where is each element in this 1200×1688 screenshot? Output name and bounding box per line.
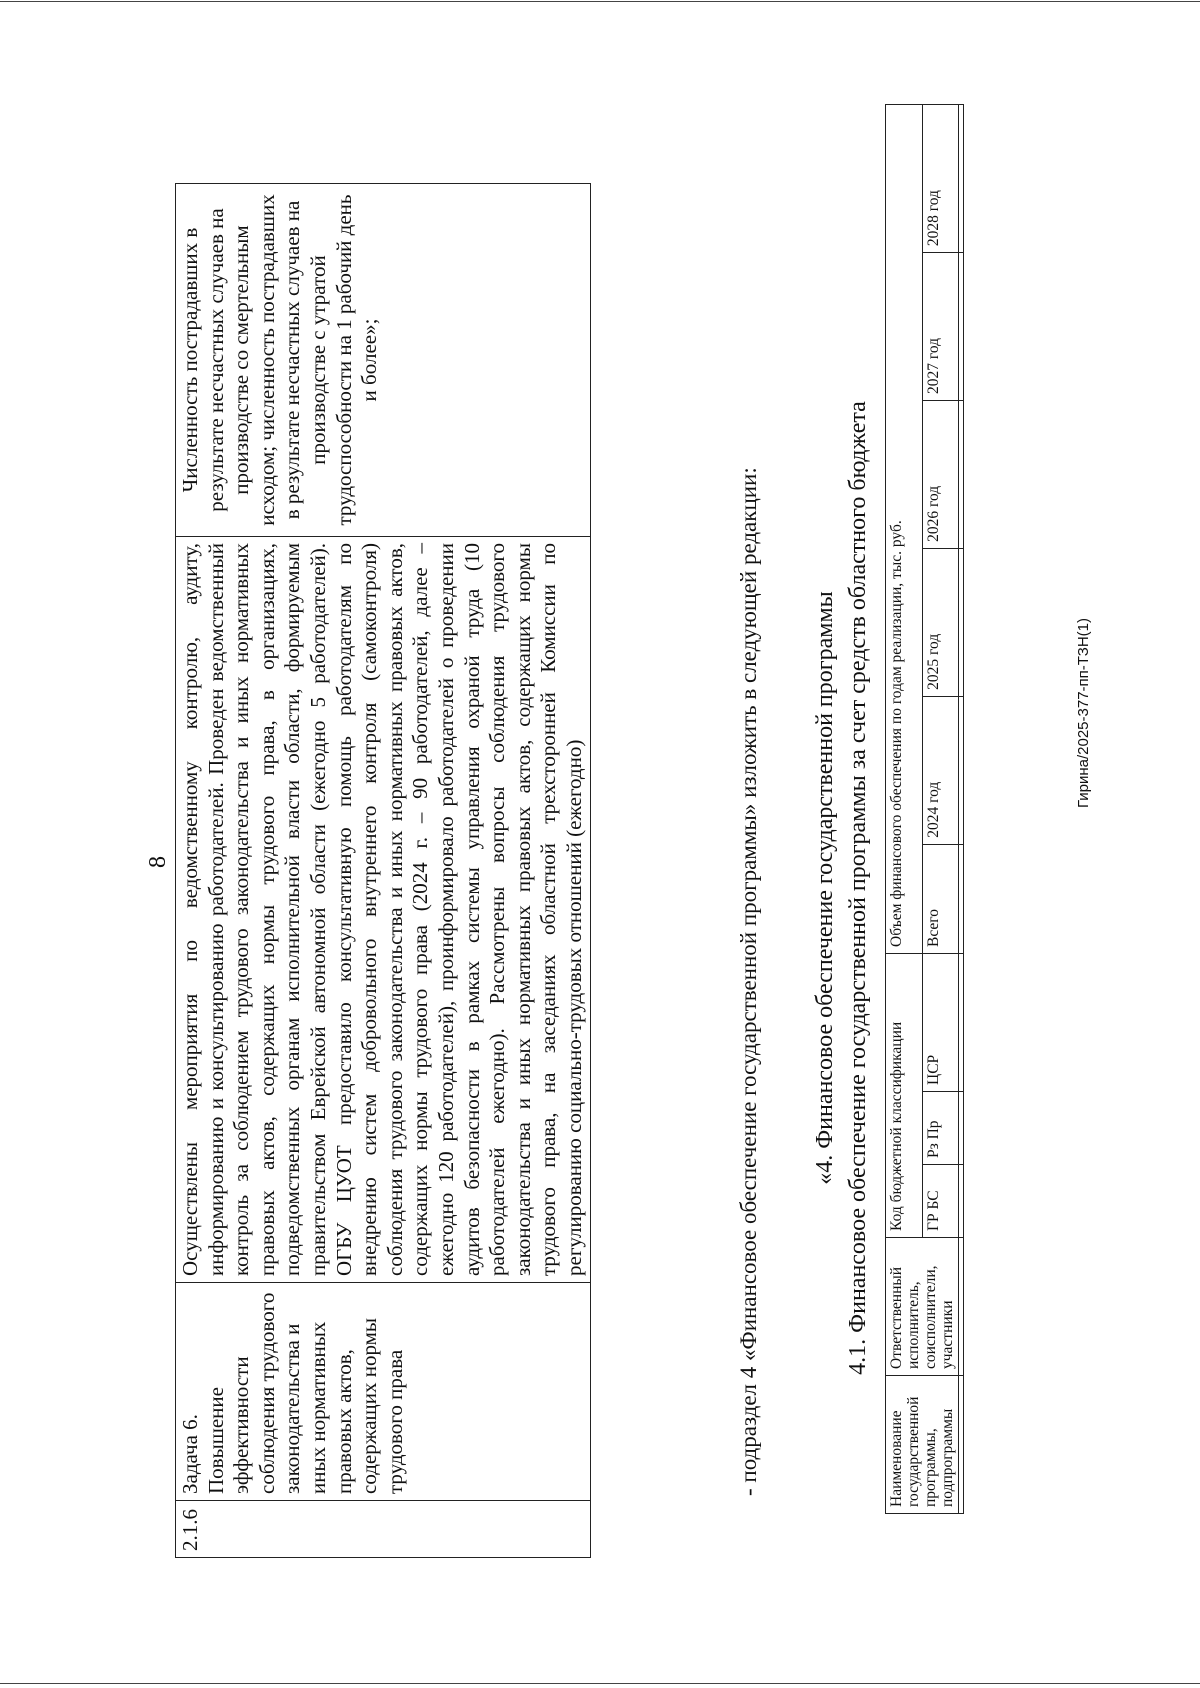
- task-title: [176, 1283, 591, 1501]
- task-table: [175, 183, 591, 1558]
- table-row: [959, 105, 964, 1514]
- top-scan-line: [0, 1, 1200, 2]
- task-line: Повышение: [203, 1387, 228, 1494]
- header-rzpr: Рз Пр: [922, 1092, 959, 1165]
- table-cell: [959, 954, 964, 1092]
- table-cell: [959, 844, 964, 953]
- table-cell: [959, 105, 964, 253]
- task-line: содержащих нормы: [357, 1317, 382, 1494]
- header-grbs: ГР БС: [922, 1165, 959, 1238]
- section-heading: «4. Финансовое обеспечение государственной программы: [812, 591, 838, 1185]
- table-cell: [959, 1092, 964, 1165]
- header-total: Всего: [922, 844, 959, 953]
- header-executor: Ответственный исполнитель, соисполнители, участники: [886, 1238, 959, 1376]
- task-number: 2.1.6: [176, 1501, 591, 1558]
- task-indicators: Численность пострадавших в результате несчастных случаев на производстве со смертельным исходом; численность пострадавших в результате несчастных случаев на производстве с утратой трудоспособности на 1 рабочий день и более»;: [176, 184, 591, 537]
- task-description: Осуществлены мероприятия по ведомственному контролю, аудиту, информированию и консультированию работодателей. Проведен ведомственный контроль за соблюдением трудового законодательства и иных нормативных правовых актов, содержащих нормы трудового права, в организациях, подведомственных органам исполнительной власти области, формируемым правительством Еврейской автономной области (ежегодно 5 работодателей). ОГБУ ЦУОТ предоставило консультативную помощь работодателям по внедрению систем добровольного внутреннего контроля (самоконтроля) соблюдения трудового законодательства и иных нормативных правовых актов, содержащих нормы трудового права (2024 г. – 90 работодателей, далее – ежегодно 120 работодателей), проинформировало работодателей о проведении аудитов безопасности в рамках системы управления охраной труда (10 работодателей ежегодно). Рассмотрены вопросы соблюдения трудового законодательства и иных нормативных правовых актов, содержащих нормы трудового права, на заседаниях областной трехсторонней Комиссии по регулированию социально-трудовых отношений (ежегодно): [176, 537, 591, 1283]
- table-row: [176, 184, 591, 1558]
- table-cell: [959, 1165, 964, 1238]
- document-signature: Гирина/2025-377-пп-ТЗН(1): [1075, 618, 1092, 809]
- page-number: 8: [145, 856, 171, 868]
- table-cell: [959, 1376, 964, 1514]
- task-line: эффективности: [229, 1356, 254, 1494]
- task-line: соблюдения трудового: [254, 1292, 279, 1494]
- header-budget-code: Код бюджетной классификации: [886, 954, 923, 1238]
- task-line: иных нормативных: [305, 1321, 330, 1494]
- header-finance-volume: Объем финансового обеспечения по годам реализации, тыс. руб.: [886, 105, 923, 954]
- task-line: трудового права: [382, 1349, 407, 1494]
- subsection-heading: 4.1. Финансовое обеспечение государственной программы за счет средств областного бюджета: [845, 401, 871, 1375]
- header-year-2028: 2028 год: [922, 105, 959, 253]
- header-program-name: Наименование государственной программы, подпрограммы: [886, 1376, 959, 1514]
- header-year-2027: 2027 год: [922, 253, 959, 401]
- task-line: законодательства и: [280, 1323, 305, 1494]
- finance-table: [885, 104, 964, 1514]
- header-year-2026: 2026 год: [922, 401, 959, 549]
- task-line: Задача 6.: [178, 1414, 202, 1494]
- table-cell: [959, 401, 964, 549]
- header-year-2024: 2024 год: [922, 696, 959, 844]
- amendment-note: - подраздел 4 «Финансовое обеспечение государственной программы» изложить в следующей редакции:: [736, 467, 761, 1496]
- header-year-2025: 2025 год: [922, 548, 959, 696]
- table-cell: [959, 253, 964, 401]
- table-cell: [959, 548, 964, 696]
- task-line: правовых актов,: [331, 1349, 356, 1494]
- table-header-row: [886, 105, 923, 1514]
- table-cell: [959, 1238, 964, 1376]
- table-cell: [959, 696, 964, 844]
- rotated-page: [0, 88, 1200, 1688]
- header-csr: ЦСР: [922, 954, 959, 1092]
